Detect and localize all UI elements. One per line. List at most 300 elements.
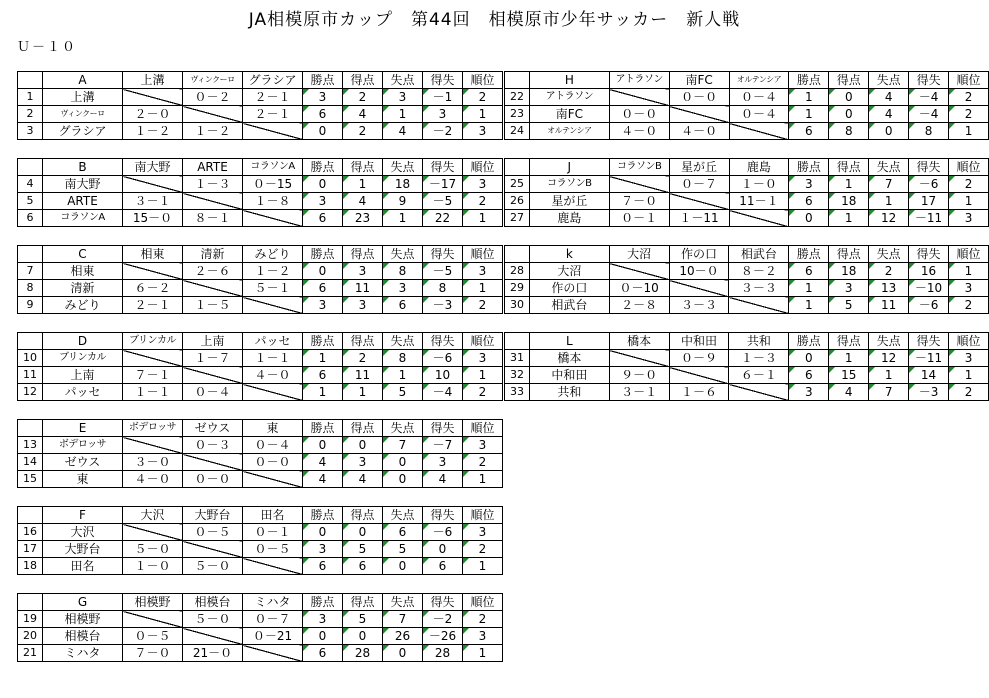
team-number: 10 bbox=[18, 350, 43, 367]
self-match-cell bbox=[669, 193, 729, 210]
team-number: 5 bbox=[18, 193, 43, 210]
corner-cell bbox=[18, 246, 43, 263]
stat-value: 2 bbox=[949, 106, 989, 123]
team-number: 1 bbox=[18, 89, 43, 106]
stat-value: －4 bbox=[909, 89, 949, 106]
team-number: 25 bbox=[505, 176, 530, 193]
corner-cell bbox=[18, 507, 43, 524]
opponent-header: 大沼 bbox=[609, 246, 669, 263]
match-result: ２－１ bbox=[243, 89, 303, 106]
match-result: ７－１ bbox=[123, 367, 183, 384]
opponent-header: 清新 bbox=[183, 246, 243, 263]
stat-value: －10 bbox=[909, 280, 949, 297]
team-number: 13 bbox=[18, 437, 43, 454]
match-result: １－３ bbox=[729, 350, 789, 367]
team-row bbox=[18, 193, 503, 210]
match-result: ８－２ bbox=[729, 263, 789, 280]
stat-header: 得失 bbox=[909, 72, 949, 89]
group-name: C bbox=[43, 246, 123, 263]
team-name: 上南 bbox=[43, 367, 123, 384]
team-name: 大沼 bbox=[529, 263, 609, 280]
stat-value: 7 bbox=[869, 176, 909, 193]
team-name: ボデロッサ bbox=[43, 437, 123, 454]
stat-value: 2 bbox=[463, 89, 503, 106]
age-category-label: Ｕ－１０ bbox=[17, 40, 78, 55]
match-result: ２－８ bbox=[609, 297, 669, 314]
match-result: １－２ bbox=[183, 123, 243, 140]
group-table-b bbox=[17, 158, 503, 227]
opponent-header: ヴィンクーロ bbox=[183, 72, 243, 89]
stat-value: 0 bbox=[383, 454, 423, 471]
team-name: グラシア bbox=[43, 123, 123, 140]
team-number: 32 bbox=[505, 367, 530, 384]
stat-header: 失点 bbox=[383, 594, 423, 611]
team-row bbox=[505, 384, 989, 401]
match-result: ０－４ bbox=[729, 89, 789, 106]
opponent-header: 大野台 bbox=[183, 507, 243, 524]
opponent-header: ボデロッサ bbox=[123, 420, 183, 437]
opponent-header: 星が丘 bbox=[669, 159, 729, 176]
stat-value: 4 bbox=[383, 123, 423, 140]
match-result: ４－０ bbox=[669, 123, 729, 140]
stat-value: 4 bbox=[303, 471, 343, 488]
stat-header: 失点 bbox=[869, 333, 909, 350]
stat-value: 8 bbox=[383, 263, 423, 280]
stat-value: －11 bbox=[909, 350, 949, 367]
stat-header: 勝点 bbox=[789, 246, 829, 263]
opponent-header: 大沢 bbox=[123, 507, 183, 524]
stat-value: －5 bbox=[423, 263, 463, 280]
team-row bbox=[505, 263, 989, 280]
stat-value: 6 bbox=[789, 123, 829, 140]
group-name: J bbox=[529, 159, 609, 176]
team-number: 3 bbox=[18, 123, 43, 140]
stat-value: －4 bbox=[423, 384, 463, 401]
group-table-f bbox=[17, 506, 503, 575]
match-result: ３－３ bbox=[729, 280, 789, 297]
team-number: 14 bbox=[18, 454, 43, 471]
match-result: 15－０ bbox=[123, 210, 183, 227]
team-row bbox=[505, 176, 989, 193]
team-name: 相武台 bbox=[529, 297, 609, 314]
group-table-e bbox=[17, 419, 503, 488]
stat-value: 6 bbox=[789, 367, 829, 384]
stat-value: 6 bbox=[303, 367, 343, 384]
team-row bbox=[505, 280, 989, 297]
opponent-header: 相東 bbox=[123, 246, 183, 263]
team-number: 21 bbox=[18, 645, 43, 662]
stat-value: 1 bbox=[829, 350, 869, 367]
stat-value: 6 bbox=[303, 280, 343, 297]
stat-value: 6 bbox=[303, 558, 343, 575]
stat-value: 6 bbox=[383, 297, 423, 314]
stat-value: 4 bbox=[343, 193, 383, 210]
stat-header: 勝点 bbox=[789, 159, 829, 176]
match-result: ０－７ bbox=[243, 611, 303, 628]
match-result: １－０ bbox=[123, 558, 183, 575]
match-result: １－３ bbox=[183, 176, 243, 193]
team-row bbox=[505, 123, 989, 140]
stat-value: 3 bbox=[383, 89, 423, 106]
stat-value: 0 bbox=[303, 263, 343, 280]
stat-value: 11 bbox=[869, 297, 909, 314]
team-number: 26 bbox=[505, 193, 530, 210]
match-result: ６－２ bbox=[123, 280, 183, 297]
stat-header: 順位 bbox=[949, 159, 989, 176]
match-result: １－７ bbox=[183, 350, 243, 367]
stat-header: 勝点 bbox=[789, 72, 829, 89]
group-name: G bbox=[43, 594, 123, 611]
stat-value: 5 bbox=[343, 611, 383, 628]
stat-value: 1 bbox=[343, 176, 383, 193]
team-name: 大沢 bbox=[43, 524, 123, 541]
team-number: 19 bbox=[18, 611, 43, 628]
match-result: ３－３ bbox=[669, 297, 729, 314]
team-name: オルテンシア bbox=[529, 123, 609, 140]
stat-value: 3 bbox=[303, 193, 343, 210]
stat-header: 順位 bbox=[463, 507, 503, 524]
stat-header: 得失 bbox=[909, 159, 949, 176]
match-result: ０－４ bbox=[183, 384, 243, 401]
match-result: 11－１ bbox=[729, 193, 789, 210]
team-row bbox=[18, 454, 503, 471]
stat-value: 4 bbox=[303, 454, 343, 471]
stat-value: 5 bbox=[383, 384, 423, 401]
team-row bbox=[18, 210, 503, 227]
stat-header: 得点 bbox=[343, 333, 383, 350]
stat-header: 順位 bbox=[463, 246, 503, 263]
stat-value: 3 bbox=[949, 210, 989, 227]
group-table-g bbox=[17, 593, 503, 662]
stat-header: 得失 bbox=[423, 594, 463, 611]
match-result: ２－０ bbox=[123, 106, 183, 123]
group-name: D bbox=[43, 333, 123, 350]
team-number: 9 bbox=[18, 297, 43, 314]
team-row bbox=[505, 350, 989, 367]
stat-value: 2 bbox=[949, 384, 989, 401]
self-match-cell bbox=[243, 645, 303, 662]
stat-header: 失点 bbox=[383, 246, 423, 263]
self-match-cell bbox=[183, 454, 243, 471]
stat-header: 勝点 bbox=[303, 507, 343, 524]
match-result: ７－０ bbox=[123, 645, 183, 662]
self-match-cell bbox=[729, 384, 789, 401]
self-match-cell bbox=[729, 123, 789, 140]
self-match-cell bbox=[729, 297, 789, 314]
stat-value: 2 bbox=[343, 350, 383, 367]
team-name: コラソンB bbox=[529, 176, 609, 193]
opponent-header: ARTE bbox=[183, 159, 243, 176]
stat-header: 失点 bbox=[383, 72, 423, 89]
stat-value: 3 bbox=[303, 89, 343, 106]
stat-value: 0 bbox=[383, 471, 423, 488]
stat-value: 0 bbox=[343, 437, 383, 454]
stat-header: 勝点 bbox=[303, 333, 343, 350]
self-match-cell bbox=[243, 471, 303, 488]
team-number: 2 bbox=[18, 106, 43, 123]
team-number: 7 bbox=[18, 263, 43, 280]
opponent-header: ミハタ bbox=[243, 594, 303, 611]
stat-value: 4 bbox=[423, 471, 463, 488]
team-number: 15 bbox=[18, 471, 43, 488]
stat-header: 勝点 bbox=[303, 594, 343, 611]
stat-header: 得点 bbox=[343, 72, 383, 89]
team-row bbox=[18, 263, 503, 280]
stat-value: 9 bbox=[383, 193, 423, 210]
match-result: ０－４ bbox=[243, 437, 303, 454]
team-number: 8 bbox=[18, 280, 43, 297]
self-match-cell bbox=[183, 193, 243, 210]
stat-value: 2 bbox=[949, 176, 989, 193]
team-row bbox=[18, 89, 503, 106]
stat-value: －5 bbox=[423, 193, 463, 210]
stat-header: 得点 bbox=[829, 333, 869, 350]
self-match-cell bbox=[243, 123, 303, 140]
team-row bbox=[18, 437, 503, 454]
match-result: ０－21 bbox=[243, 628, 303, 645]
team-name: 清新 bbox=[43, 280, 123, 297]
stat-header: 勝点 bbox=[789, 333, 829, 350]
stat-value: 0 bbox=[789, 210, 829, 227]
stat-value: 2 bbox=[463, 541, 503, 558]
stat-value: 12 bbox=[869, 350, 909, 367]
stat-value: 3 bbox=[303, 297, 343, 314]
stat-value: 16 bbox=[909, 263, 949, 280]
opponent-header: ゼウス bbox=[183, 420, 243, 437]
stat-value: 5 bbox=[343, 541, 383, 558]
stat-header: 失点 bbox=[869, 159, 909, 176]
group-table-l bbox=[504, 332, 989, 401]
stat-value: 3 bbox=[949, 350, 989, 367]
match-result: ０－７ bbox=[669, 176, 729, 193]
stat-value: 1 bbox=[463, 210, 503, 227]
stat-value: 3 bbox=[303, 541, 343, 558]
corner-cell bbox=[505, 72, 530, 89]
stat-value: 3 bbox=[303, 611, 343, 628]
self-match-cell bbox=[243, 297, 303, 314]
match-result: ０－３ bbox=[183, 437, 243, 454]
match-result: ５－０ bbox=[183, 611, 243, 628]
stat-value: 3 bbox=[463, 628, 503, 645]
self-match-cell bbox=[183, 541, 243, 558]
team-number: 11 bbox=[18, 367, 43, 384]
self-match-cell bbox=[609, 176, 669, 193]
corner-cell bbox=[505, 246, 530, 263]
match-result: １－５ bbox=[183, 297, 243, 314]
team-number: 22 bbox=[505, 89, 530, 106]
stat-value: 6 bbox=[383, 524, 423, 541]
stat-value: 0 bbox=[383, 558, 423, 575]
stat-value: 18 bbox=[829, 263, 869, 280]
team-name: 鹿島 bbox=[529, 210, 609, 227]
stat-value: 17 bbox=[909, 193, 949, 210]
stat-value: 2 bbox=[463, 384, 503, 401]
stat-value: 3 bbox=[949, 280, 989, 297]
self-match-cell bbox=[669, 280, 729, 297]
stat-header: 失点 bbox=[383, 420, 423, 437]
self-match-cell bbox=[183, 628, 243, 645]
stat-value: 6 bbox=[303, 645, 343, 662]
match-result: ４－０ bbox=[609, 123, 669, 140]
stat-value: 4 bbox=[869, 89, 909, 106]
self-match-cell bbox=[609, 263, 669, 280]
stat-value: 0 bbox=[423, 541, 463, 558]
stat-value: 1 bbox=[829, 210, 869, 227]
match-result: ２－６ bbox=[183, 263, 243, 280]
self-match-cell bbox=[123, 89, 183, 106]
stat-header: 得点 bbox=[829, 159, 869, 176]
team-name: コラソンA bbox=[43, 210, 123, 227]
team-row bbox=[18, 628, 503, 645]
team-name: 橋本 bbox=[529, 350, 609, 367]
stat-value: 1 bbox=[789, 280, 829, 297]
stat-value: 2 bbox=[343, 123, 383, 140]
stat-value: 1 bbox=[463, 367, 503, 384]
match-result: １－８ bbox=[243, 193, 303, 210]
stat-value: －7 bbox=[423, 437, 463, 454]
stat-value: －4 bbox=[909, 106, 949, 123]
team-name: 星が丘 bbox=[529, 193, 609, 210]
stat-value: 1 bbox=[463, 471, 503, 488]
stat-header: 得失 bbox=[423, 159, 463, 176]
stat-value: 11 bbox=[343, 280, 383, 297]
stat-header: 得失 bbox=[423, 333, 463, 350]
stat-value: 0 bbox=[789, 350, 829, 367]
opponent-header: 南FC bbox=[669, 72, 729, 89]
opponent-header: 相模台 bbox=[183, 594, 243, 611]
match-result: ０－５ bbox=[243, 541, 303, 558]
stat-value: 0 bbox=[869, 123, 909, 140]
stat-value: 0 bbox=[829, 89, 869, 106]
team-row bbox=[505, 297, 989, 314]
stat-value: 6 bbox=[423, 558, 463, 575]
team-name: 相模台 bbox=[43, 628, 123, 645]
team-number: 28 bbox=[505, 263, 530, 280]
stat-value: －6 bbox=[423, 350, 463, 367]
opponent-header: みどり bbox=[243, 246, 303, 263]
stat-value: 3 bbox=[463, 123, 503, 140]
stat-value: 1 bbox=[383, 106, 423, 123]
stat-header: 得失 bbox=[909, 246, 949, 263]
stat-header: 得点 bbox=[343, 246, 383, 263]
stat-value: 0 bbox=[303, 123, 343, 140]
match-result: ７－０ bbox=[609, 193, 669, 210]
team-name: 大野台 bbox=[43, 541, 123, 558]
self-match-cell bbox=[243, 384, 303, 401]
stat-value: 5 bbox=[383, 541, 423, 558]
self-match-cell bbox=[609, 350, 669, 367]
stat-header: 順位 bbox=[463, 420, 503, 437]
stat-value: 8 bbox=[909, 123, 949, 140]
match-result: １－２ bbox=[123, 123, 183, 140]
stat-header: 失点 bbox=[383, 507, 423, 524]
stat-value: 3 bbox=[463, 524, 503, 541]
team-name: 相模野 bbox=[43, 611, 123, 628]
group-name: E bbox=[43, 420, 123, 437]
match-result: ０－１ bbox=[243, 524, 303, 541]
stat-value: 13 bbox=[869, 280, 909, 297]
stat-value: 4 bbox=[829, 384, 869, 401]
stat-value: 0 bbox=[303, 628, 343, 645]
self-match-cell bbox=[183, 106, 243, 123]
stat-value: －2 bbox=[423, 123, 463, 140]
match-result: ３－１ bbox=[609, 384, 669, 401]
team-name: 相東 bbox=[43, 263, 123, 280]
team-name: 南FC bbox=[529, 106, 609, 123]
stat-value: 1 bbox=[463, 558, 503, 575]
team-row bbox=[18, 541, 503, 558]
stat-value: 8 bbox=[423, 280, 463, 297]
stat-value: 12 bbox=[869, 210, 909, 227]
team-row bbox=[18, 367, 503, 384]
stat-value: 1 bbox=[343, 384, 383, 401]
team-row bbox=[505, 367, 989, 384]
team-row bbox=[18, 106, 503, 123]
stat-header: 勝点 bbox=[303, 72, 343, 89]
team-name: ブリンカル bbox=[43, 350, 123, 367]
stat-value: 3 bbox=[423, 106, 463, 123]
stat-value: －11 bbox=[909, 210, 949, 227]
stat-value: －17 bbox=[423, 176, 463, 193]
opponent-header: ブリンカル bbox=[123, 333, 183, 350]
stat-header: 得点 bbox=[343, 507, 383, 524]
stat-value: 1 bbox=[383, 210, 423, 227]
opponent-header: オルテンシア bbox=[729, 72, 789, 89]
stat-value: 15 bbox=[829, 367, 869, 384]
match-result: ０－０ bbox=[243, 454, 303, 471]
match-result: １－２ bbox=[243, 263, 303, 280]
group-name: F bbox=[43, 507, 123, 524]
self-match-cell bbox=[609, 89, 669, 106]
self-match-cell bbox=[669, 106, 729, 123]
team-number: 20 bbox=[18, 628, 43, 645]
team-number: 33 bbox=[505, 384, 530, 401]
stat-value: 2 bbox=[463, 611, 503, 628]
match-result: ６－１ bbox=[729, 367, 789, 384]
team-name: パッセ bbox=[43, 384, 123, 401]
stat-header: 得点 bbox=[343, 420, 383, 437]
stat-value: 14 bbox=[909, 367, 949, 384]
stat-value: 3 bbox=[343, 263, 383, 280]
stat-header: 順位 bbox=[949, 333, 989, 350]
corner-cell bbox=[18, 159, 43, 176]
opponent-header: 鹿島 bbox=[729, 159, 789, 176]
match-result: ０－15 bbox=[243, 176, 303, 193]
stat-value: 18 bbox=[829, 193, 869, 210]
stat-value: 3 bbox=[463, 437, 503, 454]
stat-value: 4 bbox=[343, 471, 383, 488]
stat-value: －6 bbox=[909, 297, 949, 314]
team-name: ARTE bbox=[43, 193, 123, 210]
self-match-cell bbox=[183, 280, 243, 297]
team-row bbox=[18, 471, 503, 488]
corner-cell bbox=[18, 72, 43, 89]
group-table-k bbox=[504, 245, 989, 314]
group-name: A bbox=[43, 72, 123, 89]
stat-value: 1 bbox=[383, 367, 423, 384]
stat-value: 3 bbox=[423, 454, 463, 471]
stat-value: 1 bbox=[949, 193, 989, 210]
stat-value: 1 bbox=[949, 263, 989, 280]
stat-value: －6 bbox=[423, 524, 463, 541]
team-row bbox=[18, 524, 503, 541]
stat-value: 3 bbox=[789, 176, 829, 193]
stat-value: 8 bbox=[829, 123, 869, 140]
stat-value: 0 bbox=[829, 106, 869, 123]
match-result: １－６ bbox=[669, 384, 729, 401]
stat-value: 26 bbox=[383, 628, 423, 645]
group-name: L bbox=[529, 333, 609, 350]
